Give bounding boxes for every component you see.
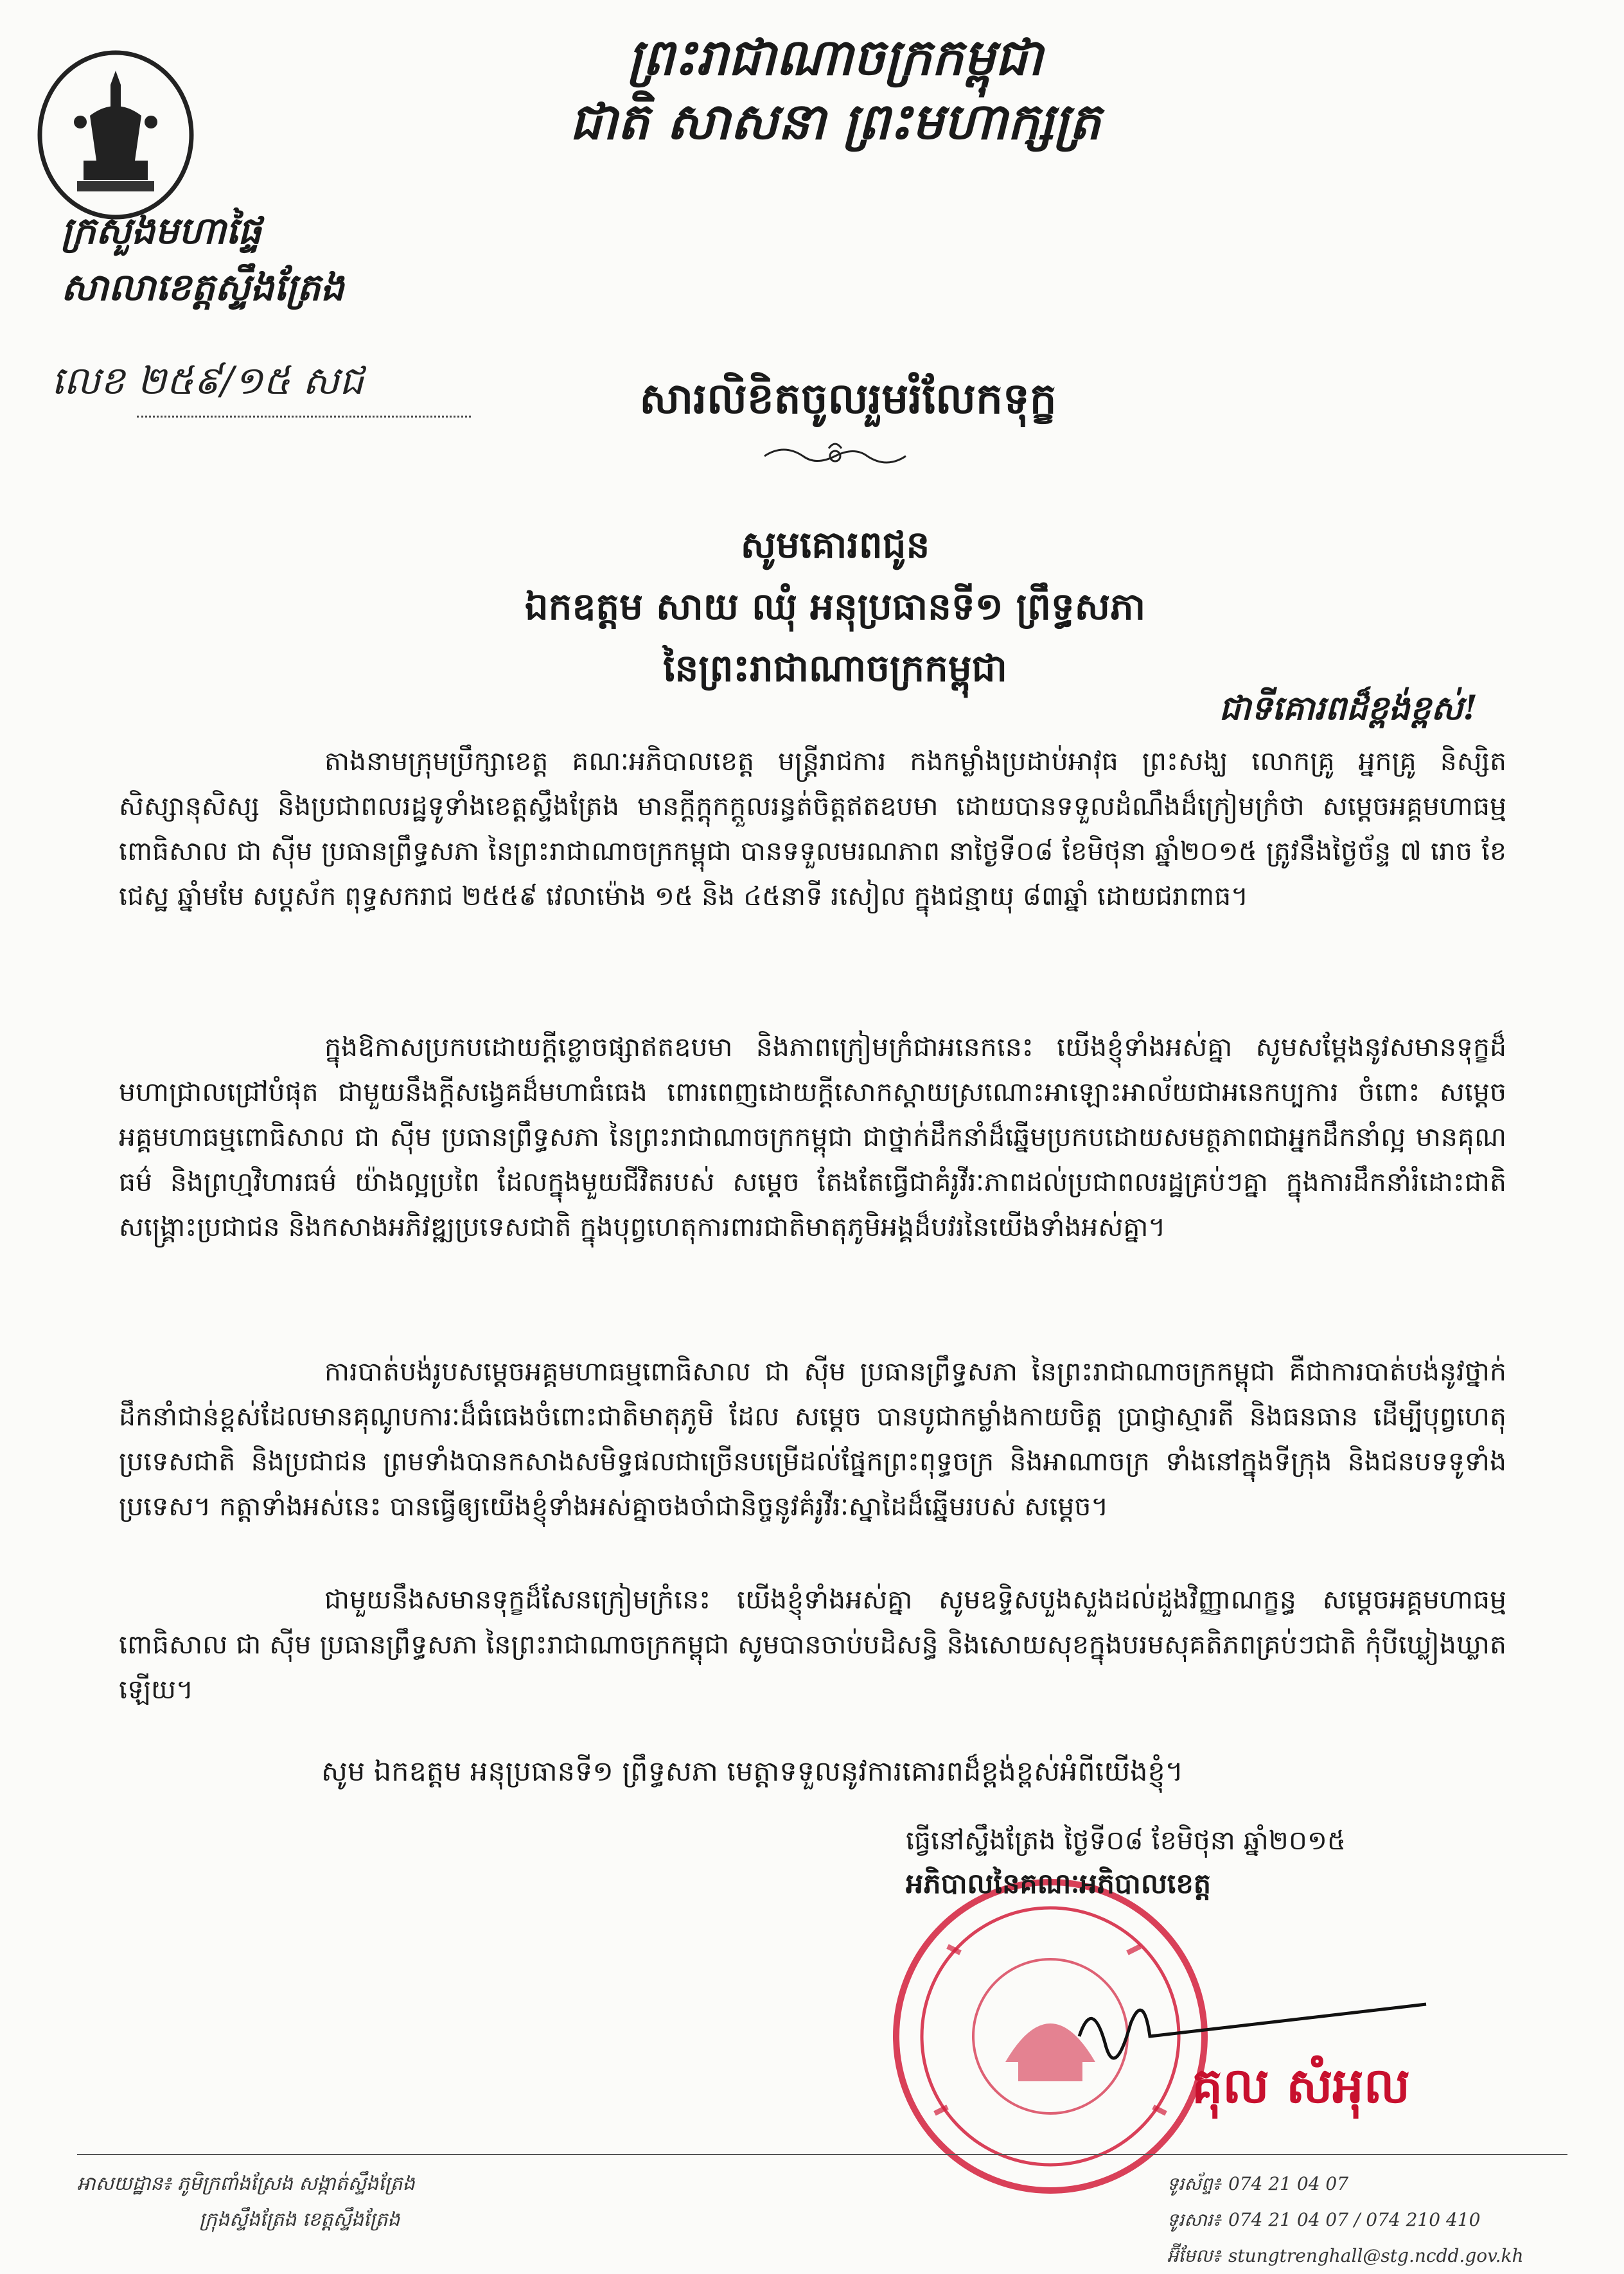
signatory-name: គុល សំអុល [1192,2057,1411,2114]
address-line-2: ក្រុងស្ទឹងត្រែង ខេត្តស្ទឹងត្រែង [199,2208,400,2231]
address-line-1: ភូមិក្រពាំងស្រែង សង្កាត់ស្ទឹងត្រែង [177,2173,415,2195]
honorific: ជាទីគោរពដ៏ខ្ពង់ខ្ពស់! [1219,689,1478,728]
phone-label: ទូរស័ព្ទ៖ [1167,2173,1221,2194]
kingdom-motto [514,26,1156,154]
ministry-name: ក្រសួងមហាផ្ទៃ [61,209,261,252]
phone-number: 074 21 04 07 [1228,2173,1349,2194]
email-label: អ៊ីមែល៖ [1167,2245,1221,2266]
issuing-office [61,202,344,315]
body-paragraph-2: ក្នុងឱកាសប្រកបដោយក្តីខ្លោចផ្សាឥតឧបមា និងភាពក្រៀមក្រំជាអនេកនេះ យើងខ្ញុំទាំងអស់គ្នា សូមសម្តែងនូវសមានទុក្ខដ៏មហាជ្រាលជ្រៅបំផុត ជាមួយនឹងក្តីសង្វេគដ៏មហាធំធេង ពោរពេញដោយក្តីសោកស្តាយស្រណោះអាឡោះអាល័យជាអនេកប្បការ ចំពោះ សម្តេចអគ្គមហាធម្មពោធិសាល ជា ស៊ីម ប្រធានព្រឹទ្ធសភា នៃព្រះរាជាណាចក្រកម្ពុជា ជាថ្នាក់ដឹកនាំដ៏ឆ្នើមប្រកបដោយសមត្ថភាពជាអ្នកដឹកនាំល្អ មានគុណធម៌ និងព្រហ្មវិហារធម៌ យ៉ាងល្អប្រពៃ ដែលក្នុងមួយជីវិតរបស់ សម្តេច តែងតែធ្វើជាគំរូវីរៈភាពដល់ប្រជាពលរដ្ឋគ្រប់ៗគ្នា ក្នុងការដឹកនាំរំដោះជាតិ សង្គ្រោះប្រជាជន និងកសាងអភិវឌ្ឍប្រទេសជាតិ ក្នុងបុព្វហេតុការពារជាតិមាតុភូមិអង្គដ៏បវរនៃយើងទាំងអស់គ្នា។ [119,1032,1506,1242]
kingdom-name: ព្រះរាជាណាចក្រកម្ពុជា [627,28,1043,87]
body-paragraph-1: តាងនាមក្រុមប្រឹក្សាខេត្ត គណៈអភិបាលខេត្ត មន្ត្រីរាជការ កងកម្លាំងប្រដាប់អាវុធ ព្រះសង្ឃ លោកគ្រូ អ្នកគ្រូ និស្សិត សិស្សានុសិស្ស និងប្រជាពលរដ្ឋទូទាំងខេត្តស្ទឹងត្រែង មានក្តីក្តុកក្តួលរន្ធត់ចិត្តឥតឧបមា ដោយបានទទួលដំណឹងដ៏ក្រៀមក្រំថា សម្តេចអគ្គមហាធម្មពោធិសាល ជា ស៊ីម ប្រធានព្រឹទ្ធសភា នៃព្រះរាជាណាចក្រកម្ពុជា បានទទួលមរណភាព នាថ្ងៃទី០៨ ខែមិថុនា ឆ្នាំ២០១៥ ត្រូវនឹងថ្ងៃច័ន្ទ ៧ រោច ខែជេស្ឋ ឆ្នាំមមែ សប្តស័ក ពុទ្ធសករាជ ២៥៥៩ វេលាម៉ោង ១៥ និង ៤៥នាទី រសៀល ក្នុងជន្មាយុ ៨៣ឆ្នាំ ដោយជរាពាធ។ [119,746,1506,912]
emblem-icon [32,45,199,225]
footer-address [77,2166,415,2238]
email-address[interactable]: stungtrenghall@stg.ncdd.gov.kh [1228,2245,1524,2266]
fax-label: ទូរសារ៖ [1167,2209,1221,2230]
address-label: អាសយដ្ឋាន៖ [77,2173,172,2195]
national-motto: ជាតិ សាសនា ព្រះមហាក្សត្រ [569,93,1101,151]
salutation [321,514,1349,699]
reference-label: លេខ [51,358,125,403]
footer-contacts [1131,2166,1524,2274]
body-paragraph-4: ជាមួយនឹងសមានទុក្ខដ៏សែនក្រៀមក្រំនេះ យើងខ្ញុំទាំងអស់គ្នា សូមឧទ្ទិសបួងសួងដល់ដួងវិញ្ញាណក្ខន្ធ សម្តេចអគ្គមហាធម្មពោធិសាល ជា ស៊ីម ប្រធានព្រឹទ្ធសភា នៃព្រះរាជាណាចក្រកម្ពុជា សូមបានចាប់បដិសន្ធិ និងសោយសុខក្នុងបរមសុគតិភពគ្រប់ៗជាតិ កុំបីឃ្លៀងឃ្លាតឡើយ។ [119,1584,1506,1705]
signatory-title: អភិបាលនៃគណៈអភិបាលខេត្ត [906,1868,1212,1900]
reference-number [51,357,471,418]
footer-divider [77,2154,1567,2155]
body-paragraph-3: ការបាត់បង់រូបសម្តេចអគ្គមហាធម្មពោធិសាល ជា ស៊ីម ប្រធានព្រឹទ្ធសភា នៃព្រះរាជាណាចក្រកម្ពុជា គឺជាការបាត់បង់នូវថ្នាក់ដឹកនាំជាន់ខ្ពស់ដែលមានគុណូបការៈដ៏ធំធេងចំពោះជាតិមាតុភូមិ ដែល សម្តេច បានបូជាកម្លាំងកាយចិត្ត ប្រាជ្ញាស្មារតី និងធនធាន ដើម្បីបុព្វហេតុប្រទេសជាតិ និងប្រជាជន ព្រមទាំងបានកសាងសមិទ្ធផលជាច្រើនបម្រើដល់ផ្នែកព្រះពុទ្ធចក្រ និងអាណាចក្រ ទាំងនៅក្នុងទីក្រុង និងជនបទទូទាំងប្រទេស។ កត្តាទាំងអស់នេះ បានធ្វើឲ្យយើងខ្ញុំទាំងអស់គ្នាចងចាំជានិច្ចនូវគំរូវីរៈស្នាដៃដ៏ឆ្នើមរបស់ សម្តេច។ [119,1356,1506,1522]
document-title: សារលិខិតចូលរួមរំលែកទុក្ខ [639,374,1057,423]
salutation-line1: សូមគោរពជូន [740,523,930,567]
recipient-institution: នៃព្រះរាជាណាចក្រកម្ពុជា [663,646,1007,690]
fax-number: 074 21 04 07 / 074 210 410 [1228,2209,1481,2230]
date-line: ធ្វើនៅស្ទឹងត្រែង ថ្ងៃទី០៨ ខែមិថុនា ឆ្នាំ២០១៥ [906,1825,1346,1856]
recipient-name: ឯកឧត្តម សាយ ឈុំ អនុប្រធានទី១ ព្រឹទ្ធសភា [524,585,1146,628]
closing-line: សូម ឯកឧត្តម អនុប្រធានទី១ ព្រឹទ្ធសភា មេត្តាទទួលនូវការគោរពដ៏ខ្ពង់ខ្ពស់អំពីយើងខ្ញុំ។ [321,1756,1184,1788]
reference-value: ២៥៩/១៥ សជ [137,357,471,418]
provincial-hall-name: សាលាខេត្តស្ទឹងត្រែង [61,265,344,309]
ornament-divider-icon [758,437,912,475]
